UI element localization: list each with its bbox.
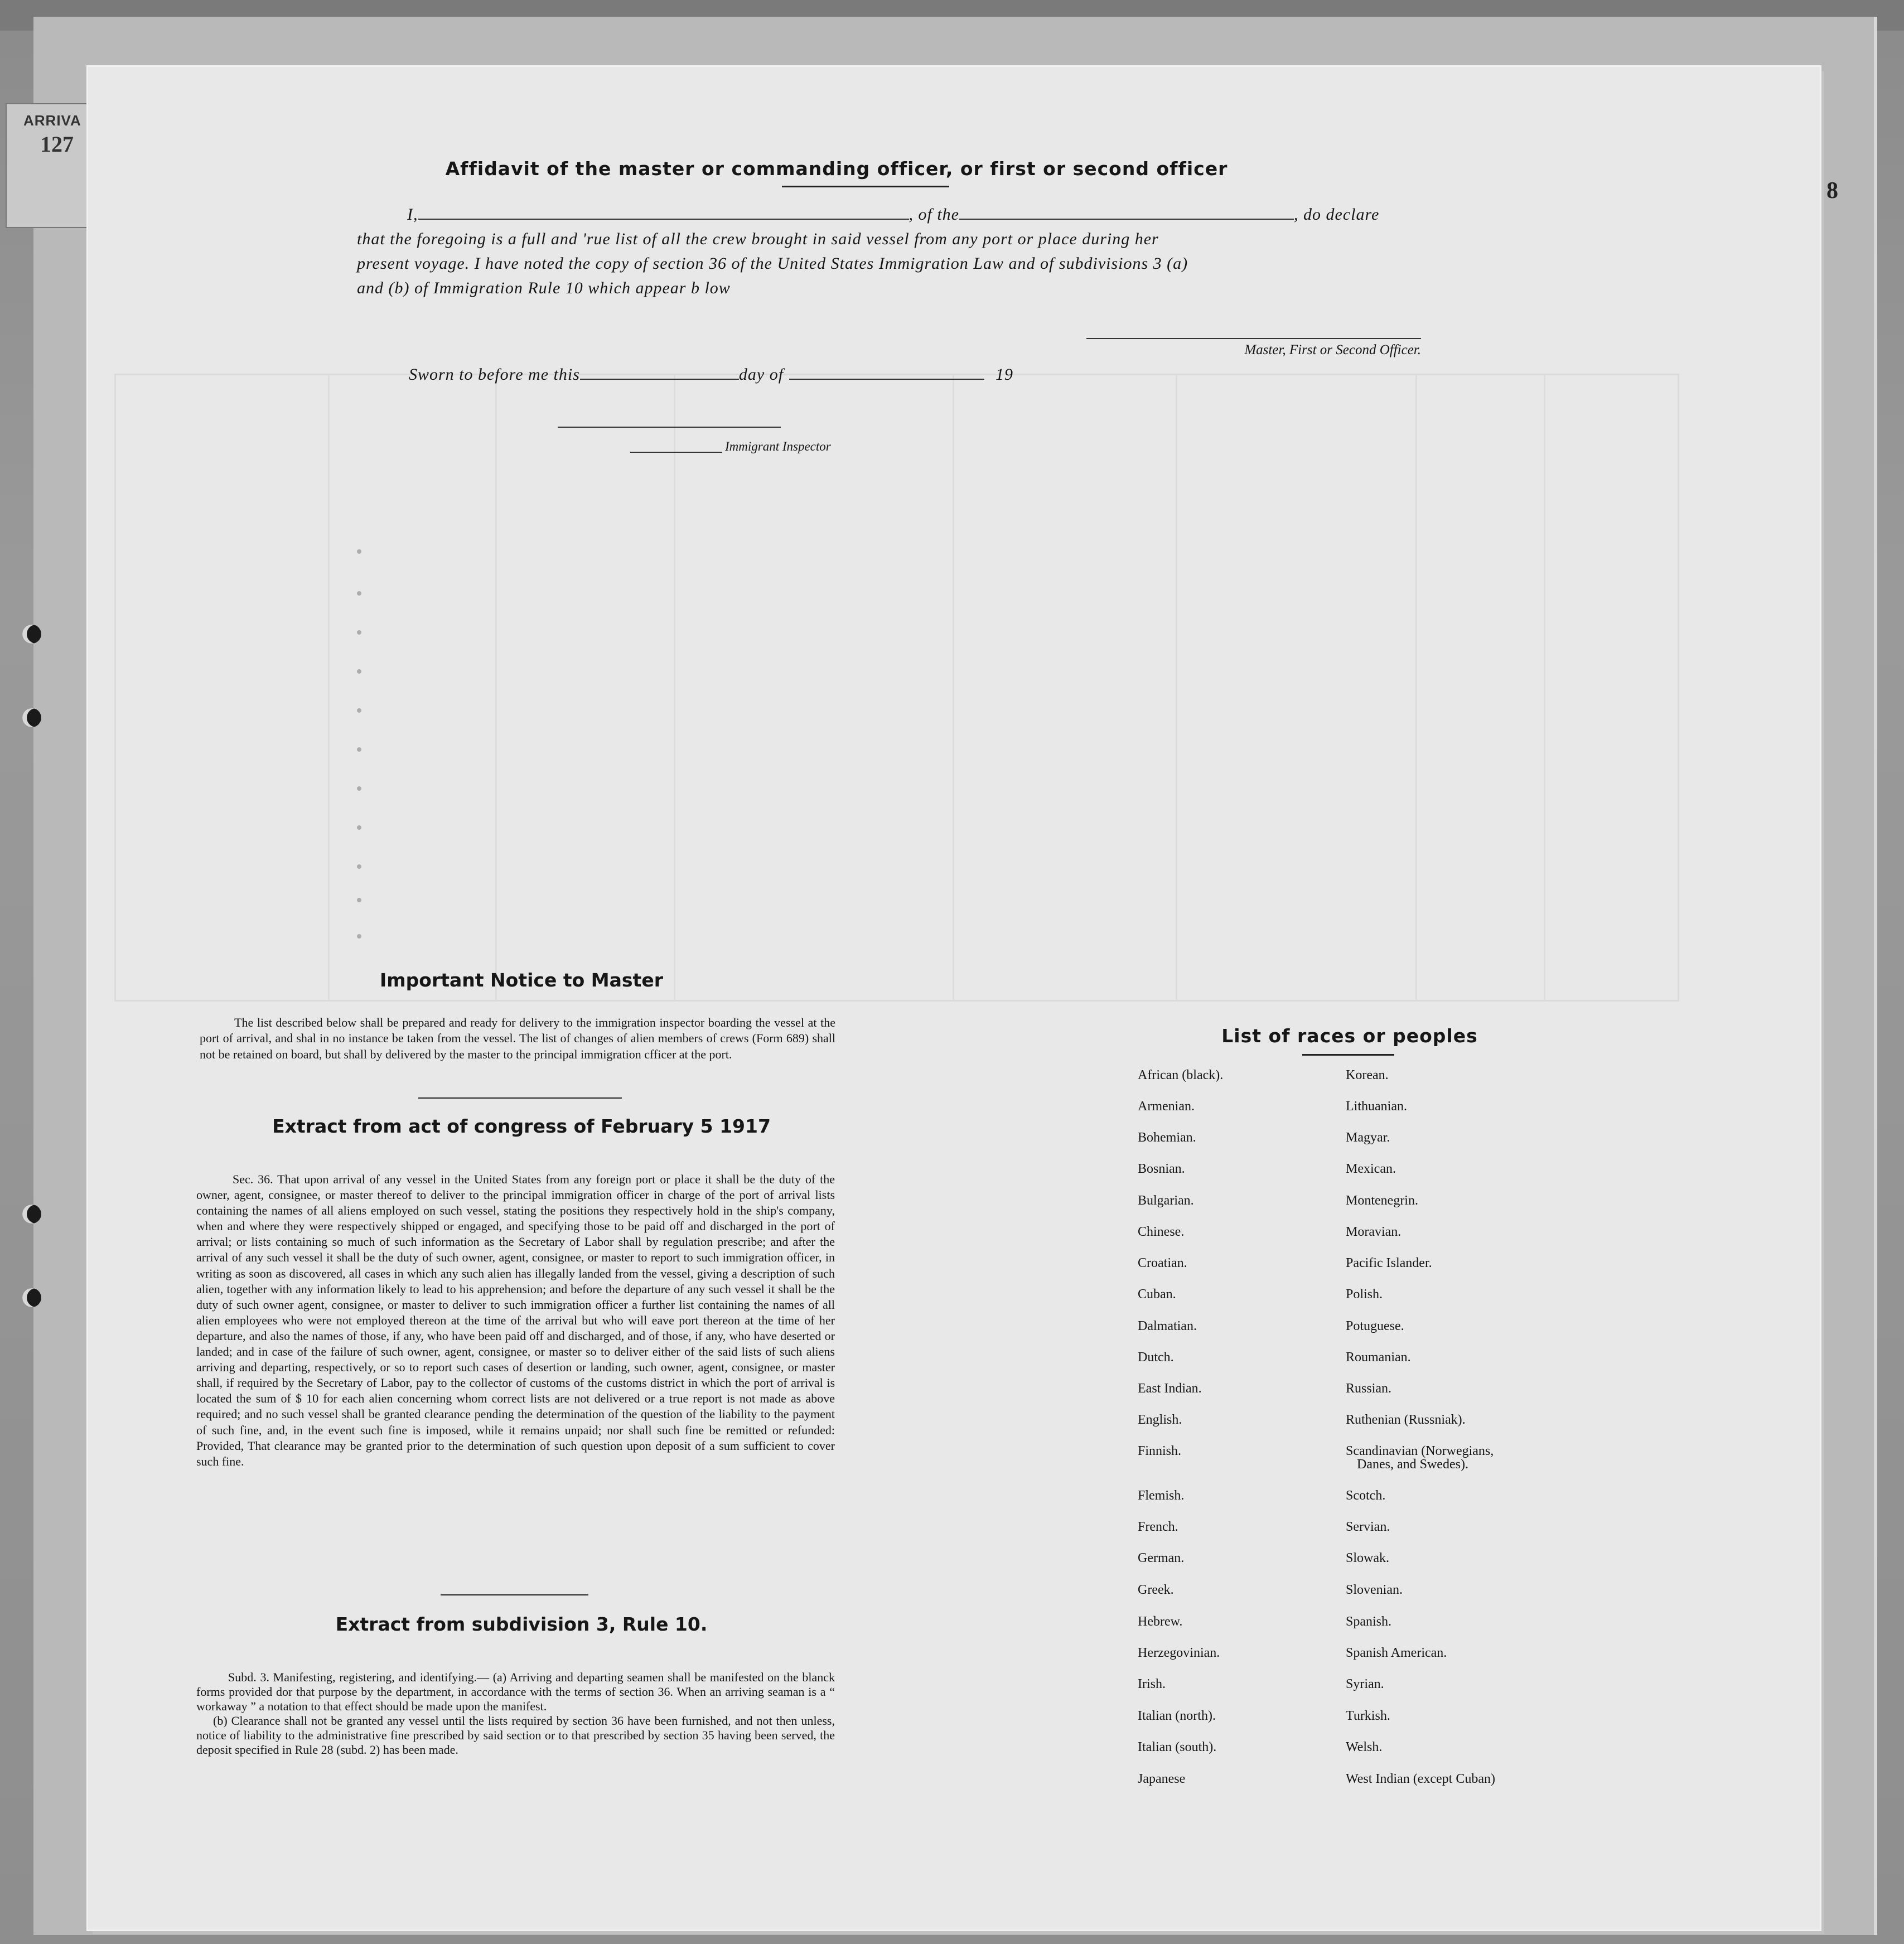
race-item: Chinese. <box>1138 1225 1185 1239</box>
race-item: Dutch. <box>1138 1350 1174 1365</box>
race-item: Hebrew. <box>1138 1614 1183 1629</box>
sworn-line <box>409 365 1134 384</box>
race-item: Welsh. <box>1346 1740 1383 1754</box>
race-item: Dalmatian. <box>1138 1319 1197 1333</box>
vessel-blank[interactable] <box>959 219 1294 220</box>
race-item: Slowak. <box>1346 1551 1389 1565</box>
affidavit-line-4: and (b) of Immigration Rule 10 which appear b low <box>357 279 731 297</box>
divider <box>1302 1054 1394 1056</box>
race-item: Cuban. <box>1138 1287 1176 1302</box>
extract-rule-text <box>196 1670 835 1758</box>
signature-line[interactable] <box>1086 338 1421 339</box>
race-item: Spanish. <box>1346 1614 1392 1629</box>
affidavit-line-3: present voyage. I have noted the copy of section 36 of the United States Immigration Law and of subdivisions 3 (a) <box>357 254 1188 273</box>
inspector-label: Immigrant Inspector <box>725 439 831 453</box>
race-item: French. <box>1138 1520 1178 1534</box>
race-item: East Indian. <box>1138 1381 1202 1396</box>
race-item: Bosnian. <box>1138 1162 1185 1176</box>
race-item: Scotch. <box>1346 1488 1386 1503</box>
race-item: Flemish. <box>1138 1488 1185 1503</box>
race-item: Italian (south). <box>1138 1740 1217 1754</box>
inspector-line[interactable] <box>558 427 781 428</box>
race-item: Mexican. <box>1346 1162 1396 1176</box>
extract-act-title: Extract from act of congress of February 5 1917 <box>272 1115 771 1137</box>
race-item: Korean. <box>1346 1068 1389 1082</box>
affidavit-of-the: , of the <box>908 205 959 224</box>
race-item: Ruthenian (Russniak). <box>1346 1413 1466 1427</box>
rule-paragraph-b: (b) Clearance shall not be granted any vessel until the lists required by section 36 have been furnished, and not then unless, notice of liability to the administrative fine prescribed by said section or to that prescribed by section 35 having been served, the deposit specified in Rule 28 (subd. 2) has been made. <box>196 1714 835 1757</box>
race-item: Syrian. <box>1346 1677 1384 1691</box>
race-item: African (black). <box>1138 1068 1224 1082</box>
race-item: Japanese <box>1138 1772 1186 1786</box>
sworn-month-blank[interactable] <box>789 379 984 380</box>
race-item: Magyar. <box>1346 1130 1390 1145</box>
race-item: German. <box>1138 1551 1185 1565</box>
rule-paragraph-a: Subd. 3. Manifesting, registering, and identifying.— (a) Arriving and departing seamen shall be manifested on the blanck forms provided dor that purpose by the department, in accordance with the terms of section 36. When an arriving seaman is a “ workaway ” a notation to that effect should be made upon the manifest. <box>196 1670 835 1714</box>
binder-hole <box>22 1205 41 1224</box>
race-item: West Indian (except Cuban) <box>1346 1772 1495 1786</box>
binder-hole <box>22 625 41 644</box>
race-item: Finnish. <box>1138 1444 1182 1458</box>
race-item: Slovenian. <box>1346 1583 1403 1597</box>
race-item: Bohemian. <box>1138 1130 1196 1145</box>
race-item: Armenian. <box>1138 1099 1195 1114</box>
race-item: Herzegovinian. <box>1138 1646 1220 1660</box>
affidavit-line-2: that the foregoing is a full and 'rue list of all the crew brought in said vessel from any port or place during her <box>357 230 1159 248</box>
name-blank[interactable] <box>418 219 909 220</box>
binder-hole <box>22 1288 41 1307</box>
sworn-prefix: Sworn to before me this <box>409 365 580 384</box>
race-item: Russian. <box>1346 1381 1392 1396</box>
race-item: English. <box>1138 1413 1182 1427</box>
races-title: List of races or peoples <box>1221 1025 1478 1047</box>
race-item: Pacific Islander. <box>1346 1256 1432 1270</box>
divider <box>782 186 949 187</box>
affidavit-line-1 <box>357 205 1428 224</box>
race-item: Scandinavian (Norwegians, <box>1346 1444 1494 1458</box>
race-item: Polish. <box>1346 1287 1383 1302</box>
divider <box>441 1594 588 1595</box>
affidavit-title: Affidavit of the master or commanding officer, or first or second officer <box>445 158 1228 180</box>
arrival-tab <box>6 103 91 228</box>
arrival-tab-number: 127 <box>40 132 74 157</box>
signature-label: Master, First or Second Officer. <box>1244 342 1421 357</box>
race-item: Roumanian. <box>1346 1350 1411 1365</box>
sworn-day-blank[interactable] <box>580 379 739 380</box>
extract-act-text: Sec. 36. That upon arrival of any vessel in the United States from any foreign port or place it shall be the duty of the owner, agent, consignee, or master thereof to deliver to the principal immigration officer in charge of the port of arrival lists containing the names of all aliens employed on such vessel, stating the positions they respectively hold in the ship's company, when and where they were respectively shipped or engaged, and specifying those to be paid off and discharged in the port of arrival; or lists containing so much of such information as the Secretary of Labor shall by regulation prescribe; and after the arrival of any such vessel it shall be the duty of such owner, agent, consignee, or master to report to such immigration officer, in writing as soon as discovered, all cases in which any such alien has illegally landed from the vessel, giving a description of such alien, together with any information likely to lead to his apprehension; and before the departure of any such vessel it shall be the duty of such owner agent, consignee, or master to deliver to such immigration officer a further list containing the names of all alien employees who were not employed thereon at the time of the arrival but who will eave port thereon at the time of her departure, and also the names of those, if any, who have been paid off and discharged, and of those, if any, who have deserted or landed; and in case of the failure of such owner, agent, consignee, or master so to deliver either of the said lists of such aliens arriving and departing, respectively, or so to report such cases of desertion or landing, such owner, agent, consignee, or master shall, if required by the Secretary of Labor, pay to the collector of customs of the customs district in which the port of arrival is located the sum of $ 10 for each alien concerning whom correct lists are not delivered or a true report is not made as above required; and no such vessel shall be granted clearance pending the determination of the question of the liability to the payment of such fine, and, in the event such fine is imposed, while it remains unpaid; nor shall such fine be remitted or refunded: Provided, That clearance may be granted prior to the determination of such question upon deposit of a sum sufficient to cover such fine. <box>196 1172 835 1468</box>
sworn-year: 19 <box>996 365 1014 384</box>
race-item: Moravian. <box>1346 1225 1402 1239</box>
race-item: Turkish. <box>1346 1709 1390 1723</box>
page-mark: 8 <box>1826 178 1838 204</box>
affidavit-declare: , do declare <box>1294 205 1380 224</box>
race-item: Greek. <box>1138 1583 1174 1597</box>
race-item: Spanish American. <box>1346 1646 1447 1660</box>
race-item: Irish. <box>1138 1677 1166 1691</box>
arrival-tab-label: ARRIVA <box>23 112 81 129</box>
race-item: Croatian. <box>1138 1256 1187 1270</box>
race-item: Bulgarian. <box>1138 1193 1194 1208</box>
sworn-day: day of <box>738 365 784 384</box>
inspector-line[interactable] <box>630 452 722 453</box>
notice-text: The list described below shall be prepared and ready for delivery to the immigration inspector boarding the vessel at the port of arrival, and shal in no instance be taken from the vessel. The list of changes of alien members of crews (Form 689) shall not be retained on board, but shall by delivered by the master to the principal immigration cfficer at the port. <box>200 1015 835 1061</box>
divider <box>418 1097 622 1099</box>
race-item: Servian. <box>1346 1520 1390 1534</box>
extract-rule-title: Extract from subdivision 3, Rule 10. <box>335 1613 708 1635</box>
race-item: Danes, and Swedes). <box>1357 1457 1468 1472</box>
race-item: Potuguese. <box>1346 1319 1404 1333</box>
race-item: Montenegrin. <box>1346 1193 1418 1208</box>
binder-hole <box>22 708 41 727</box>
affidavit-i: I, <box>407 205 418 224</box>
notice-title: Important Notice to Master <box>380 969 663 991</box>
race-item: Lithuanian. <box>1346 1099 1407 1114</box>
race-item: Italian (north). <box>1138 1709 1216 1723</box>
